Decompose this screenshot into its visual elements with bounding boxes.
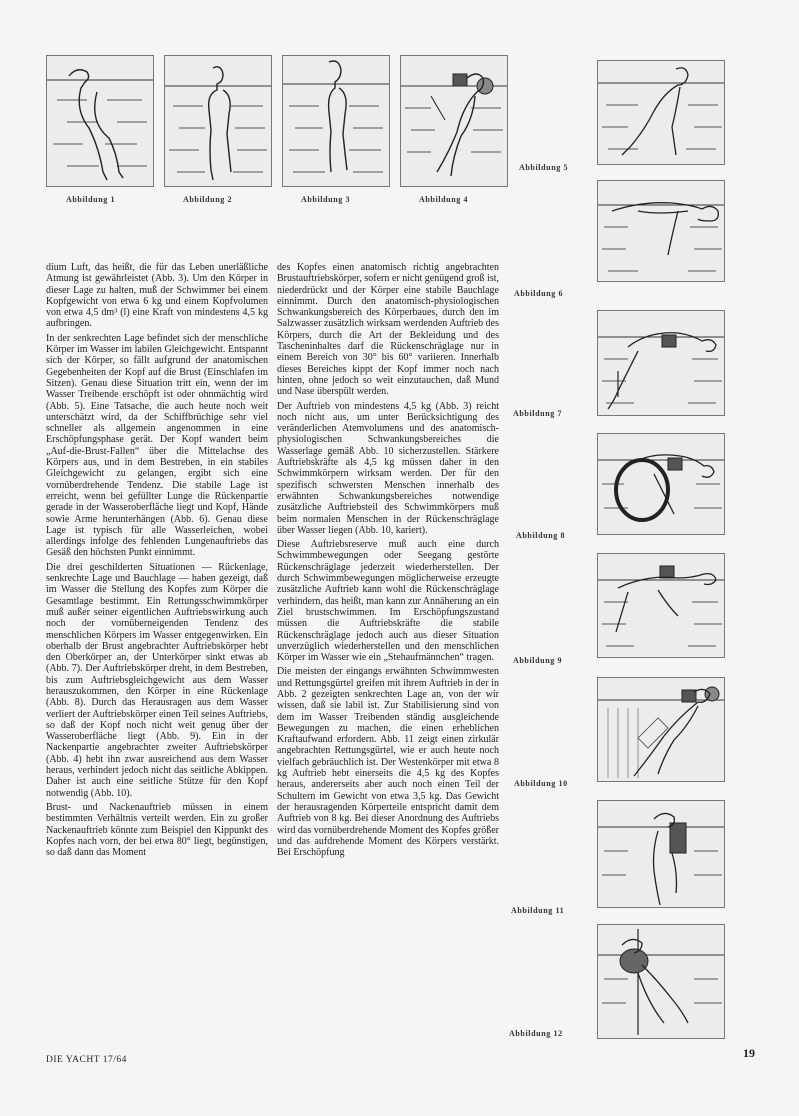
paragraph: Die drei geschilderten Situationen — Rückenlage, senkrechte Lage und Bauchlage — haben gezeigt, daß im Wasser die Stellung des Kopfes zum Körper die Gesamtlage bestimmt. Ein Rettungsschwimmkörper muß außer seiner eigentlichen Auftriebswirkung auch noch der vornüberneigenden Tendenz des menschlichen Körpers im Wasser entgegenwirken. Ein oberhalb der Brust angebrachter Auftriebskörper hebt den Oberkörper an, der Unterkörper sinkt etwas ab (Abb. 7). Der Auftriebskörper dreht, in dem Bestreben, bis zum Auftriebsgleichgewicht aus dem Wasser herauszukommen, den Körper in eine Rückenlage (Abb. 8). Durch das Herausragen aus dem Wasser verliert der Auftriebskörper einen Teil seines Auftriebs, so daß der Kopf noch nicht weit genug über der Wasseroberfläche liegt (Abb. 9). Ein in der Nackenpartie angebrachter zweiter Auftriebskörper (Abb. 4) hebt ihn zwar ausreichend aus dem Wasser heraus, verhindert jedoch nicht das seitliche Abkippen. Daher ist auch eine seitliche Stütze für den Kopf notwendig (Abb. 10). [46, 561, 268, 799]
figure-8-drawing [598, 434, 724, 534]
paragraph: Brust- und Nackenauftrieb müssen in einem bestimmten Verhältnis verteilt werden. Ein zu großer Nackenauftrieb könnte zum Beispiel den Kippunkt des Kopfes nach vorn, der bei etwa 80° liegt, begünstigen, so daß dann das Moment [46, 801, 268, 859]
figure-3-drawing [283, 56, 389, 186]
caption-abb10: Abbildung 10 [514, 779, 568, 788]
figure-7-drawing [598, 311, 724, 415]
figure-4 [400, 55, 508, 187]
figure-1 [46, 55, 154, 187]
figure-5 [597, 60, 725, 165]
caption-abb3: Abbildung 3 [301, 195, 351, 204]
paragraph: Der Auftrieb von mindestens 4,5 kg (Abb. 3) reicht noch nicht aus, um unter Berücksichtigung des veränderlichen Atemvolumens und des anatomisch-physiologischen Schwankungsbereiches die Wasserlage gemäß Abb. 10 sicherzustellen. Stärkere Auftriebskräfte als 4,5 kg müssen daher in den Schwimmkörpern wirksam werden. Der für den spezifisch schwersten Menschen innerhalb des erwähnten Schwankungsbereiches notwendige zusätzliche Auftriebsteil des Schwimmkörpers muß beim normalen Menschen in der Rückenschräglage über Wasser liegen (Abb. 10, kariert). [277, 400, 499, 536]
figure-8 [597, 433, 725, 535]
paragraph: In der senkrechten Lage befindet sich der menschliche Körper im Wasser im labilen Gleichgewicht. Entspannt sich der Körper, so fällt aufgrund der anatomischen Gegebenheiten der Kopf auf die Brust (Einschlafen im Sitzen). Genau diese Situation tritt ein, wenn der im Wasser Treibende erschöpft ist oder ohnmächtig wird (Abb. 5). Eine Tatsache, die auch heute noch weit unterschätzt wird, da der Schiffbrüchige sehr viel schneller als allgemein angenommen in eine Erschöpfungsphase gerät. Der Kopf wandert beim „Auf-die-Brust-Fallen“ über die Mittelachse des Körpers aus, und in dem Bestreben, in ein stabiles Gleichgewicht zu gelangen, ergibt sich eine vornüberdrehende Tendenz. Die stabile Lage ist erreicht, wenn bei gefüllter Lunge die Rückenpartie gerade in der Wasseroberfläche liegt und Kopf, Hände sowie Arme herunterhängen (Abb. 6). Genau diese Lage ist typisch für alle Wasserleichen, wobei allerdings infolge des fehlenden Lungenauftriebs das Gesäß den höchsten Punkt einnimmt. [46, 332, 268, 559]
figure-6-drawing [598, 181, 724, 281]
text-column-right [277, 262, 499, 861]
figure-7 [597, 310, 725, 416]
figure-12 [597, 924, 725, 1039]
paragraph: Die meisten der eingangs erwähnten Schwimmwesten und Rettungsgürtel greifen mit ihrem Auftrieb in der in Abb. 2 gezeigten senkrechten Lage an, von der wir wissen, daß sie labil ist. Zur Stabilisierung sind von dem im Wasser Treibenden ständig ausgleichende Bewegungen zu machen, die einen erheblichen Kraftaufwand erfordern. Abb. 11 zeigt einen zirkulär angebrachten Rettungsgürtel, wie er auch heute noch vielfach gebräuchlich ist. Der Westenkörper mit etwa 8 kg Auftrieb hebt einerseits die 4,5 kg des Kopfes heraus, andererseits aber auch noch einen Teil der Schultern im Gewicht von etwa 3,5 kg. Das Gewicht der herausragenden Körperteile entspricht damit dem Auftrieb von 8 kg. Bei dieser Anordnung des Auftriebs wird das vornüberdrehende Moment des Kopfes größer und das aufdrehende Moment des Körpers verstärkt. Bei Erschöpfung [277, 666, 499, 859]
caption-abb12: Abbildung 12 [509, 1029, 563, 1038]
paragraph: des Kopfes einen anatomisch richtig angebrachten Brustauftriebskörper, sofern er nicht genügend groß ist, niederdrückt und der Körper eine stabile Bauchlage einnimmt. Durch den anatomisch-physiologischen Schwankungsbereich des Körperbaues, durch den im Salzwasser zusätzlich wirksam werdenden Auftrieb des Körpers, durch die Art der Bekleidung und des Tascheninhaltes darf die Rückenschräglage nur in einem Bereich von 30° bis 60° variieren. Innerhalb dieses Bereiches kippt der Kopf immer noch nach hinten, ohne jedoch so weit einzutauchen, daß Mund und Nase überspült werden. [277, 262, 499, 398]
figure-10-drawing [598, 678, 724, 781]
caption-abb1: Abbildung 1 [66, 195, 116, 204]
caption-abb2: Abbildung 2 [183, 195, 233, 204]
caption-abb5: Abbildung 5 [519, 163, 569, 172]
caption-abb7: Abbildung 7 [513, 409, 563, 418]
caption-abb11: Abbildung 11 [511, 906, 565, 915]
figure-5-drawing [598, 61, 724, 164]
paragraph: dium Luft, das heißt, die für das Leben unerläßliche Atmung ist gewährleistet (Abb. 3). Um den Körper in dieser Lage zu halten, muß der Schwimmer bei einem Kopfgewicht von etwa 6 kg und einem Kopfvolumen von etwa 4,5 dm³ (l) eine Kraft von mindestens 4,5 kg aufbringen. [46, 262, 268, 330]
figure-6 [597, 180, 725, 282]
figure-11-drawing [598, 801, 724, 907]
figure-3 [282, 55, 390, 187]
figure-11 [597, 800, 725, 908]
figure-10 [597, 677, 725, 782]
caption-abb4: Abbildung 4 [419, 195, 469, 204]
caption-abb6: Abbildung 6 [514, 289, 564, 298]
text-column-left [46, 262, 268, 861]
figure-9 [597, 553, 725, 658]
figure-2-drawing [165, 56, 271, 186]
figure-12-drawing [598, 925, 724, 1038]
page-number: 19 [743, 1046, 755, 1060]
paragraph: Diese Auftriebsreserve muß auch eine durch Schwimmbewegungen oder Seegang gestörte Rückenschräglage jederzeit wiederherstellen. Der durch Schwimmbewegungen möglicherweise erzeugte zusätzliche Auftrieb kann wohl die Rückenschräglage verhindern, das heißt, man kann zur Annäherung an ein Ziel brustschwimmen. Im Erschöpfungszustand müssen die Auftriebskräfte die stabile Rückenschräglage jedoch auch aus dieser Situation unverzüglich wiederherstellen und den menschlichen Körper im Wasser wie ein „Stehaufmännchen“ tragen. [277, 539, 499, 664]
caption-abb9: Abbildung 9 [513, 656, 563, 665]
magazine-footer: DIE YACHT 17/64 [46, 1055, 127, 1065]
figure-4-drawing [401, 56, 507, 186]
caption-abb8: Abbildung 8 [516, 531, 566, 540]
figure-9-drawing [598, 554, 724, 657]
figure-1-drawing [47, 56, 153, 186]
figure-2 [164, 55, 272, 187]
